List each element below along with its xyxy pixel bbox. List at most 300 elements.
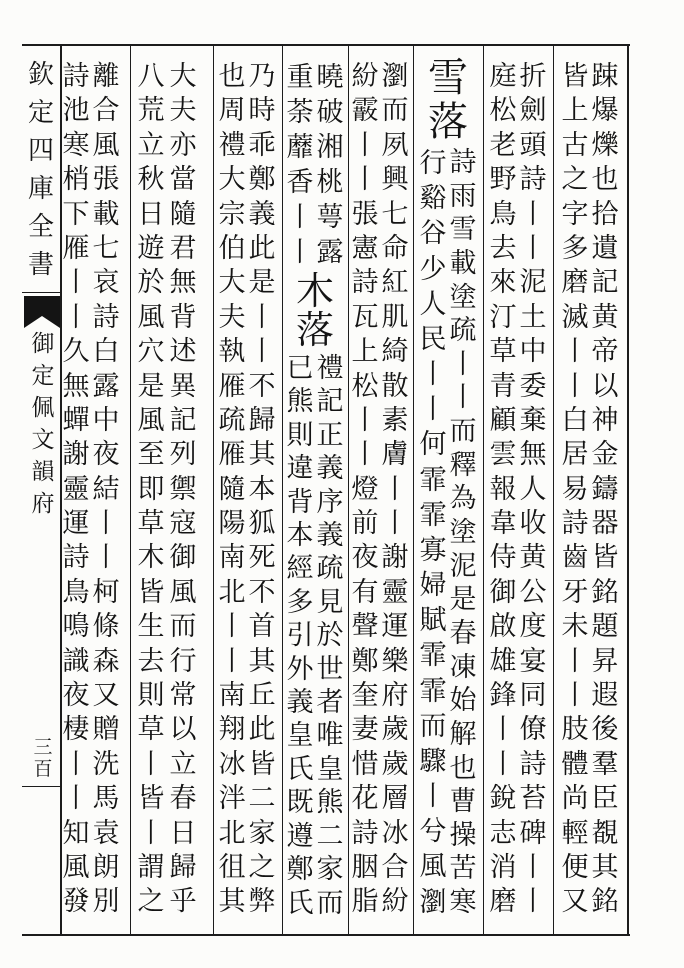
glyph: 花 [351, 783, 379, 815]
glyph: 賦 [419, 605, 447, 637]
glyph: 釋 [449, 449, 477, 481]
glyph: 韋 [489, 508, 517, 540]
glyph: 泮 [218, 783, 246, 815]
glyph: 志 [489, 817, 517, 849]
glyph: 冰 [381, 817, 409, 849]
glyph: 土 [519, 301, 547, 333]
glyph: 丨 [519, 232, 547, 264]
glyph: 齒 [561, 542, 589, 574]
glyph: 遵 [286, 820, 314, 852]
glyph: 丨 [286, 237, 314, 268]
entry-heading-xueluo [426, 56, 470, 144]
glyph: 後 [591, 714, 619, 746]
glyph: 定 [31, 363, 55, 389]
glyph: 常 [169, 680, 197, 712]
glyph: 運 [62, 508, 90, 540]
glyph: 洗 [92, 748, 120, 780]
glyph: 丨 [62, 748, 90, 780]
glyph: 人 [419, 288, 447, 320]
glyph: 也 [591, 164, 619, 196]
column-6-right [247, 60, 277, 920]
column-divider [213, 46, 214, 934]
glyph: 上 [351, 336, 379, 368]
glyph: 時 [248, 95, 276, 127]
glyph: 背 [286, 486, 314, 518]
column-8-right [91, 60, 121, 920]
glyph: 體 [561, 748, 589, 780]
glyph: 熊 [286, 386, 314, 418]
column-6-left [217, 60, 247, 920]
glyph: 霏 [419, 464, 447, 496]
glyph: 雁 [62, 232, 90, 264]
glyph: 爆 [591, 95, 619, 127]
glyph: 素 [381, 404, 409, 436]
glyph: 疏 [218, 404, 246, 436]
glyph: 夜 [62, 680, 90, 712]
glyph: 草 [137, 714, 165, 746]
glyph: 丨 [561, 370, 589, 402]
frame-bottom-rule [22, 934, 630, 936]
glyph: 鳴 [62, 611, 90, 643]
glyph: 是 [449, 584, 477, 616]
column-5-right-top [315, 60, 345, 270]
glyph: 其 [591, 851, 619, 883]
glyph: 列 [169, 439, 197, 471]
glyph: 府 [381, 680, 409, 712]
column-3-left [418, 146, 448, 920]
glyph: 老 [489, 129, 517, 161]
column-5-right [315, 352, 345, 920]
glyph: 靈 [62, 473, 90, 505]
glyph: 運 [381, 611, 409, 643]
glyph: 其 [218, 886, 246, 918]
glyph: 鳥 [62, 576, 90, 608]
glyph: 執 [218, 336, 246, 368]
glyph: 其 [248, 439, 276, 471]
glyph: 君 [169, 232, 197, 264]
glyph: 曹 [449, 786, 477, 818]
glyph: 家 [316, 854, 344, 886]
glyph: 森 [92, 645, 120, 677]
glyph: 宴 [519, 645, 547, 677]
glyph: 北 [218, 576, 246, 608]
glyph: 丨 [519, 851, 547, 883]
glyph: 桃 [316, 167, 344, 198]
glyph: 帝 [591, 336, 619, 368]
glyph: 丨 [449, 348, 477, 380]
glyph: 以 [591, 370, 619, 402]
glyph: 於 [137, 267, 165, 299]
glyph: 牙 [561, 576, 589, 608]
glyph: 不 [248, 370, 276, 402]
glyph: 雄 [489, 645, 517, 677]
glyph: 述 [169, 336, 197, 368]
glyph: 結 [92, 473, 120, 505]
glyph: 又 [92, 680, 120, 712]
glyph: 鳥 [489, 198, 517, 230]
column-7-right [168, 60, 198, 920]
glyph: 蟬 [62, 404, 90, 436]
glyph: 黄 [519, 542, 547, 574]
glyph: 丨 [351, 439, 379, 471]
glyph: 碑 [519, 817, 547, 849]
glyph: 周 [218, 95, 246, 127]
glyph: 為 [449, 483, 477, 515]
glyph: 家 [248, 817, 276, 849]
glyph: 去 [137, 645, 165, 677]
glyph: 寇 [169, 508, 197, 540]
glyph: 侍 [489, 542, 517, 574]
glyph: 七 [92, 232, 120, 264]
glyph: 丨 [561, 680, 589, 712]
glyph: 七 [381, 198, 409, 230]
glyph: 僚 [519, 714, 547, 746]
column-7-left [136, 60, 166, 920]
glyph: 於 [316, 620, 344, 652]
glyph: 穴 [137, 336, 165, 368]
column-divider [413, 46, 414, 934]
glyph: 皆 [137, 576, 165, 608]
glyph: 而 [169, 611, 197, 643]
glyph: 御 [489, 576, 517, 608]
glyph: 消 [489, 851, 517, 883]
glyph: 是 [248, 267, 276, 299]
frame-top-rule [22, 44, 630, 46]
glyph: 二 [248, 783, 276, 815]
glyph: 謂 [137, 851, 165, 883]
glyph: 詩 [519, 164, 547, 196]
glyph: 紛 [381, 886, 409, 918]
glyph: 層 [381, 783, 409, 815]
glyph: 皆 [248, 748, 276, 780]
glyph: 風 [169, 576, 197, 608]
glyph: 而 [316, 887, 344, 919]
glyph: 萼 [316, 202, 344, 233]
glyph: 凍 [449, 651, 477, 683]
glyph: 詩 [561, 508, 589, 540]
glyph: 丨 [489, 714, 517, 746]
column-2-right [518, 60, 548, 920]
glyph: 銘 [591, 576, 619, 608]
glyph: 詩 [449, 147, 477, 178]
glyph: 歸 [169, 851, 197, 883]
glyph: 徂 [218, 851, 246, 883]
glyph: 義 [248, 198, 276, 230]
glyph: 合 [92, 95, 120, 127]
glyph: 伯 [218, 232, 246, 264]
glyph: 多 [286, 586, 314, 618]
glyph: 唯 [316, 720, 344, 752]
glyph: 惜 [351, 748, 379, 780]
glyph: 則 [286, 419, 314, 451]
glyph: 字 [561, 198, 589, 230]
glyph: 不 [248, 576, 276, 608]
glyph: 八 [137, 61, 165, 92]
glyph: 風 [419, 851, 447, 883]
glyph: 既 [286, 787, 314, 819]
glyph: 翔 [218, 714, 246, 746]
glyph: 丨 [218, 645, 246, 677]
glyph: 燈 [351, 473, 379, 505]
glyph: 瀏 [381, 61, 409, 92]
glyph: 行 [419, 148, 447, 179]
glyph: 磨 [561, 267, 589, 299]
glyph: 松 [489, 95, 517, 127]
glyph: 又 [561, 886, 589, 918]
glyph: 野 [489, 164, 517, 196]
glyph: 皇 [286, 720, 314, 752]
glyph: 解 [449, 718, 477, 750]
glyph: 霰 [351, 95, 379, 127]
glyph: 靈 [381, 576, 409, 608]
glyph: 寡 [419, 534, 447, 566]
glyph: 皇 [316, 753, 344, 785]
margin-lower-rule [22, 786, 60, 787]
glyph: 知 [62, 817, 90, 849]
glyph: 苔 [519, 783, 547, 815]
glyph: 詩 [62, 542, 90, 574]
glyph: 鄭 [351, 645, 379, 677]
glyph: 風 [92, 129, 120, 161]
glyph: 鑄 [591, 473, 619, 505]
glyph: 妻 [351, 714, 379, 746]
glyph: 金 [591, 439, 619, 471]
glyph: 泥 [449, 550, 477, 582]
glyph: 來 [489, 267, 517, 299]
glyph: 丨 [248, 336, 276, 368]
glyph: 二 [316, 820, 344, 852]
glyph: 遺 [591, 232, 619, 264]
glyph: 驟 [419, 745, 447, 777]
glyph: 下 [62, 198, 90, 230]
glyph: 丨 [561, 645, 589, 677]
glyph: 銘 [591, 886, 619, 918]
glyph: 佩 [31, 395, 55, 421]
glyph: 世 [316, 653, 344, 685]
glyph: 乎 [169, 886, 197, 918]
glyph: 義 [316, 453, 344, 485]
glyph: 本 [286, 520, 314, 552]
glyph: 百 [33, 758, 53, 780]
glyph: 熊 [316, 787, 344, 819]
glyph: 之 [248, 851, 276, 883]
glyph: 雲 [489, 439, 517, 471]
glyph: 鄭 [286, 854, 314, 886]
glyph: 御 [31, 331, 55, 357]
glyph: 顧 [489, 404, 517, 436]
column-divider [483, 46, 484, 934]
glyph: 荒 [137, 95, 165, 127]
glyph: 丨 [92, 542, 120, 574]
glyph: 香 [286, 167, 314, 198]
column-divider [553, 46, 554, 934]
glyph: 也 [218, 61, 246, 92]
glyph: 無 [62, 370, 90, 402]
glyph: 首 [248, 611, 276, 643]
glyph: 瓦 [351, 301, 379, 333]
glyph: 泥 [519, 267, 547, 299]
glyph: 輕 [561, 817, 589, 849]
glyph: 乃 [248, 61, 276, 92]
glyph: 秋 [137, 164, 165, 196]
glyph: 即 [137, 473, 165, 505]
glyph: 以 [169, 714, 197, 746]
glyph: 張 [351, 198, 379, 230]
glyph: 謝 [62, 439, 90, 471]
glyph: 始 [449, 685, 477, 717]
glyph: 曉 [316, 62, 344, 93]
glyph: 狐 [248, 508, 276, 540]
glyph: 丨 [381, 508, 409, 540]
glyph: 此 [248, 232, 276, 264]
glyph: 立 [137, 129, 165, 161]
glyph: 詩 [62, 61, 90, 92]
glyph: 荼 [286, 97, 314, 128]
glyph: 疏 [316, 553, 344, 585]
glyph: 霏 [419, 675, 447, 707]
glyph: 疏 [449, 315, 477, 347]
glyph: 臣 [591, 783, 619, 815]
glyph: 離 [92, 61, 120, 92]
glyph: 而 [449, 416, 477, 448]
glyph: 命 [381, 232, 409, 264]
glyph: 松 [351, 370, 379, 402]
glyph: 鄭 [248, 164, 276, 196]
glyph: 興 [381, 164, 409, 196]
glyph: 全 [27, 212, 54, 242]
glyph: 胭 [351, 851, 379, 883]
glyph: 雁 [218, 370, 246, 402]
glyph: 弊 [248, 886, 276, 918]
glyph: 經 [286, 553, 314, 585]
glyph: 大 [218, 164, 246, 196]
glyph: 歲 [381, 748, 409, 780]
glyph: 是 [137, 370, 165, 402]
glyph: 木 [137, 542, 165, 574]
glyph: 三 [33, 736, 53, 758]
glyph: 見 [316, 586, 344, 618]
glyph: 發 [62, 886, 90, 918]
glyph: 冰 [218, 748, 246, 780]
glyph: 丨 [419, 781, 447, 813]
glyph: 朗 [92, 851, 120, 883]
glyph: 奎 [351, 680, 379, 712]
glyph: 詩 [92, 301, 120, 333]
glyph: 丨 [561, 336, 589, 368]
glyph: 頭 [519, 129, 547, 161]
glyph: 雁 [218, 439, 246, 471]
book-title [29, 328, 57, 520]
glyph: 塗 [449, 281, 477, 313]
glyph: 蘼 [286, 132, 314, 163]
glyph: 遊 [137, 232, 165, 264]
glyph: 陽 [218, 508, 246, 540]
glyph: 丨 [489, 748, 517, 780]
glyph: 此 [248, 714, 276, 746]
glyph: 夜 [92, 439, 120, 471]
glyph: 歲 [381, 714, 409, 746]
column-3-right [448, 146, 478, 920]
glyph: 義 [286, 687, 314, 719]
glyph: 折 [519, 61, 547, 92]
glyph: 記 [591, 267, 619, 299]
column-divider [130, 46, 131, 934]
glyph: 兮 [419, 816, 447, 848]
glyph: 府 [31, 491, 55, 517]
glyph: 古 [561, 129, 589, 161]
glyph: 啟 [489, 611, 517, 643]
glyph: 詩 [351, 817, 379, 849]
glyph: 風 [137, 301, 165, 333]
glyph: 紅 [381, 267, 409, 299]
glyph: 皆 [591, 542, 619, 574]
glyph: 四 [27, 136, 54, 166]
glyph: 引 [286, 620, 314, 652]
glyph: 春 [169, 783, 197, 815]
fishtail-mark [22, 294, 60, 330]
glyph: 北 [218, 817, 246, 849]
glyph: 未 [561, 611, 589, 643]
glyph: 而 [381, 95, 409, 127]
glyph: 雪 [428, 56, 468, 101]
glyph: 瀏 [419, 886, 447, 918]
glyph: 拾 [591, 198, 619, 230]
glyph: 羣 [591, 748, 619, 780]
glyph: 庫 [27, 174, 54, 204]
glyph: 記 [316, 386, 344, 418]
column-5-left-top [285, 60, 315, 270]
glyph: 序 [316, 486, 344, 518]
series-title [26, 56, 56, 284]
glyph: 丨 [137, 817, 165, 849]
column-5-left [285, 352, 315, 920]
glyph: 脂 [351, 886, 379, 918]
glyph: 氏 [286, 753, 314, 785]
glyph: 遐 [591, 680, 619, 712]
column-1-left [560, 60, 590, 920]
glyph: 袁 [92, 817, 120, 849]
page-number [29, 736, 57, 780]
glyph: 霏 [419, 499, 447, 531]
glyph: 落 [295, 308, 334, 350]
glyph: 前 [351, 508, 379, 540]
glyph: 之 [137, 886, 165, 918]
glyph: 氏 [286, 887, 314, 919]
glyph: 其 [248, 645, 276, 677]
glyph: 塗 [449, 517, 477, 549]
glyph: 識 [62, 645, 90, 677]
glyph: 無 [169, 267, 197, 299]
glyph: 磨 [489, 886, 517, 918]
glyph: 記 [169, 404, 197, 436]
glyph: 夙 [381, 129, 409, 161]
glyph: 肢 [561, 714, 589, 746]
glyph: 本 [248, 473, 276, 505]
glyph: 當 [169, 164, 197, 196]
glyph: 丨 [62, 783, 90, 815]
glyph: 池 [62, 95, 90, 127]
glyph: 載 [449, 247, 477, 279]
glyph: 青 [489, 370, 517, 402]
glyph: 丨 [218, 611, 246, 643]
glyph: 大 [218, 267, 246, 299]
glyph: 歸 [248, 404, 276, 436]
glyph: 丨 [137, 748, 165, 780]
glyph: 生 [137, 611, 165, 643]
glyph: 報 [489, 473, 517, 505]
glyph: 紛 [351, 61, 379, 92]
glyph: 隨 [218, 473, 246, 505]
